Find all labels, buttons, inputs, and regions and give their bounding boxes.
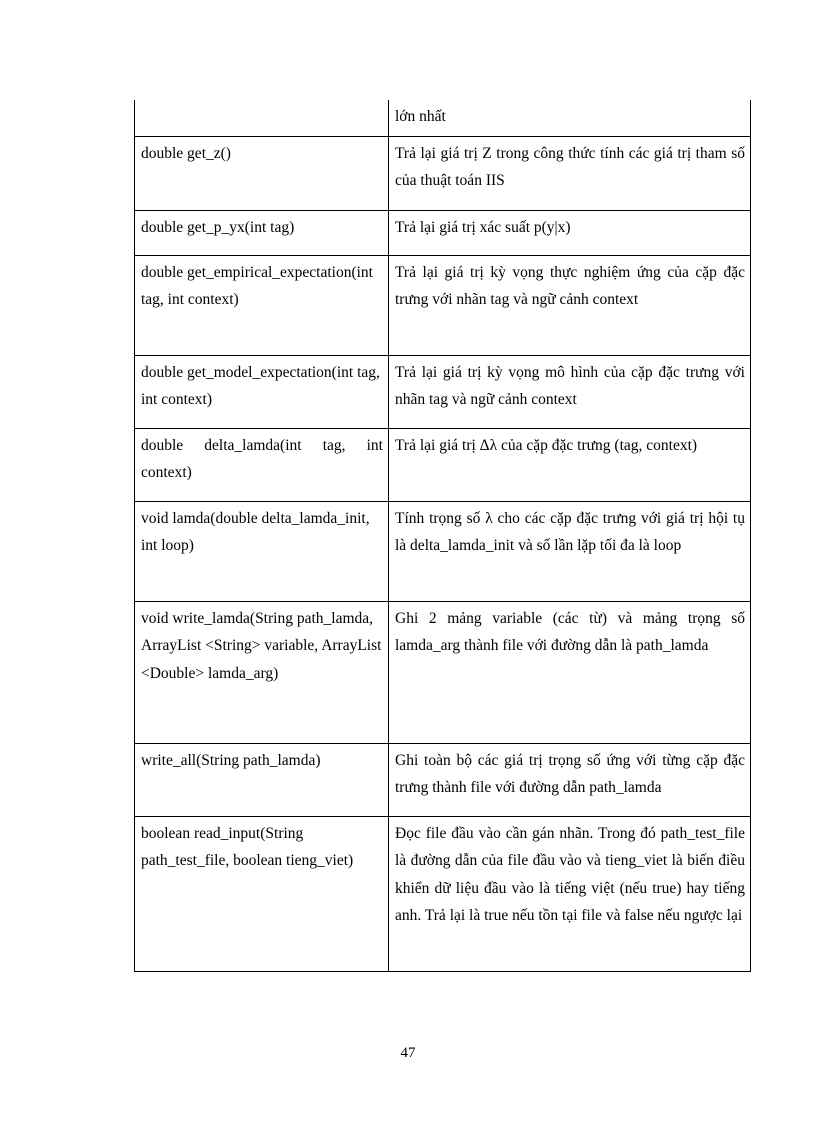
table-row [135,210,751,255]
method-table [134,100,751,972]
method-signature: void write_lamda(String path_lamda, ArrayList <String> variable, ArrayList <Double> lamda_arg) [135,601,389,743]
table-row [135,601,751,743]
method-description: Ghi toàn bộ các giá trị trọng số ứng với từng cặp đặc trưng thành file với đường dẫn path_lamda [389,743,751,816]
method-description: Trả lại giá trị kỳ vọng thực nghiệm ứng của cặp đặc trưng với nhãn tag và ngữ cảnh context [389,255,751,355]
table-row [135,255,751,355]
page-number: 47 [400,1045,416,1061]
method-description: Trả lại giá trị Z trong công thức tính các giá trị tham số của thuật toán IIS [389,136,751,210]
method-description: Trả lại giá trị kỳ vọng mô hình của cặp đặc trưng với nhãn tag và ngữ cảnh context [389,355,751,428]
method-description: Đọc file đầu vào cần gán nhãn. Trong đó path_test_file là đường dẫn của file đầu vào và tieng_viet là biến điều khiển dữ liệu đầu vào là tiếng việt (nếu true) hay tiếng anh. Trả lại là true nếu tồn tại file và false nếu ngược lại [389,816,751,971]
method-signature: double get_model_expectation(int tag, int context) [135,355,389,428]
method-signature [135,100,389,136]
method-signature: double get_z() [135,136,389,210]
method-description: lớn nhất [389,100,751,136]
table-row [135,816,751,971]
method-signature: double get_empirical_expectation(int tag, int context) [135,255,389,355]
table-row [135,743,751,816]
table-row [135,100,751,136]
method-signature: double get_p_yx(int tag) [135,210,389,255]
method-description: Trả lại giá trị Δλ của cặp đặc trưng (tag, context) [389,428,751,501]
table-row [135,355,751,428]
method-description: Tính trọng số λ cho các cặp đặc trưng với giá trị hội tụ là delta_lamda_init và số lần lặp tối đa là loop [389,501,751,601]
method-signature: void lamda(double delta_lamda_init, int loop) [135,501,389,601]
method-signature: boolean read_input(String path_test_file, boolean tieng_viet) [135,816,389,971]
table-row [135,501,751,601]
method-description: Trả lại giá trị xác suất p(y|x) [389,210,751,255]
method-description: Ghi 2 mảng variable (các từ) và mảng trọng số lamda_arg thành file với đường dẫn là path_lamda [389,601,751,743]
method-signature: double delta_lamda(int tag, int context) [135,428,389,501]
table-row [135,136,751,210]
table-row [135,428,751,501]
method-signature: write_all(String path_lamda) [135,743,389,816]
